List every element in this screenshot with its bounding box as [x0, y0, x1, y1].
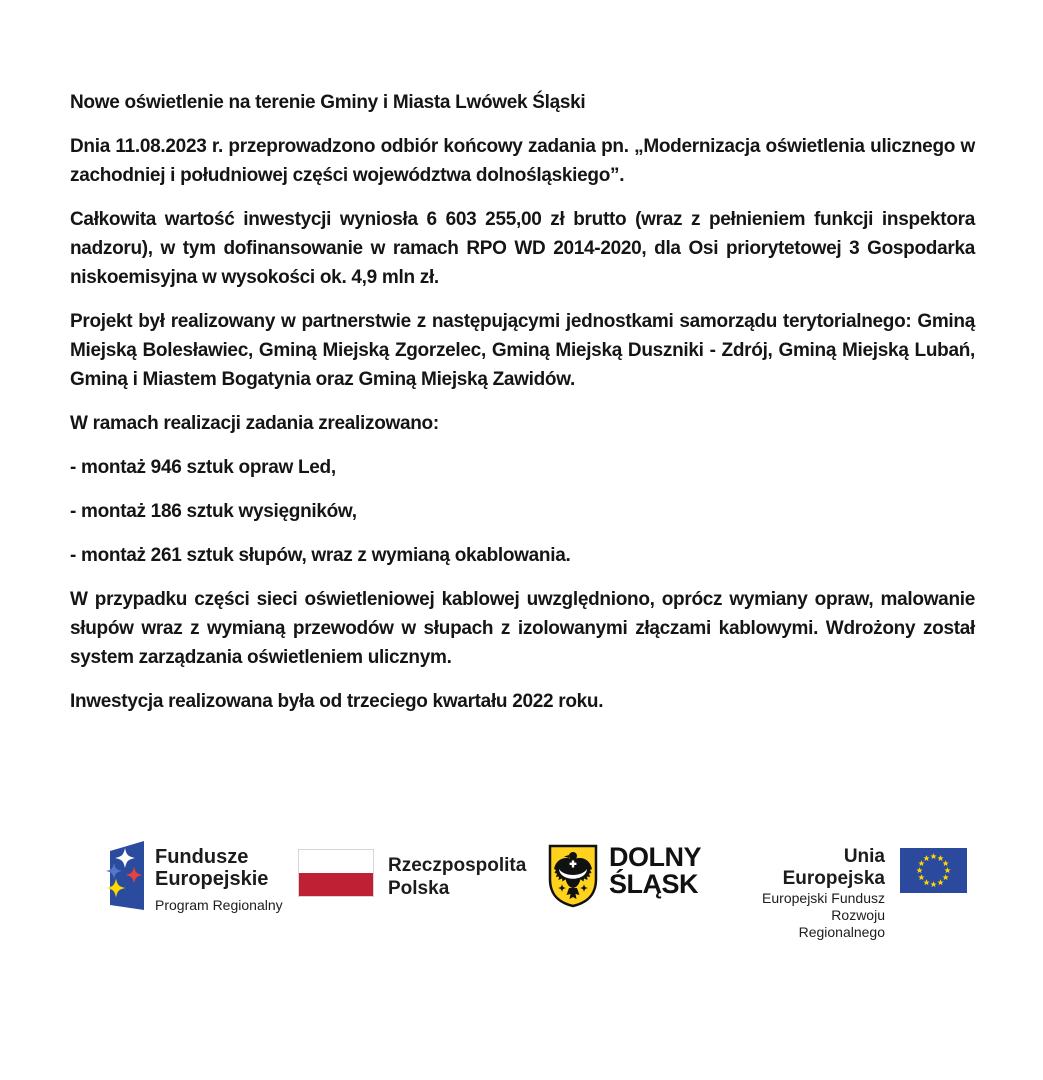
bullet-item: - montaż 186 sztuk wysięgników,	[70, 501, 357, 522]
dolny-slask-logo	[547, 843, 701, 909]
dolny-slask-crest-icon	[547, 843, 599, 909]
document-title: Nowe oświetlenie na terenie Gminy i Miasta Lwówek Śląski	[70, 92, 586, 113]
unia-europejska-logo	[742, 846, 967, 941]
unia-label-line2: Europejski Fundusz	[762, 890, 885, 906]
dolnyslask-label-line1: DOLNY	[609, 842, 701, 872]
fundusze-label-line1: Fundusze	[155, 846, 249, 868]
polska-label-line1: Rzeczpospolita	[388, 855, 527, 876]
fundusze-label-line2: Europejskie	[155, 868, 269, 890]
paragraph: W przypadku części sieci oświetleniowej kablowej uwzględniono, oprócz wymiany opraw, malowanie słupów wraz z wymianą przewodów w słupach z izolowanymi złączami kablowymi. Wdrożony został system zarządzania oświetleniem ulicznym.	[70, 589, 975, 668]
paragraph: W ramach realizacji zadania zrealizowano:	[70, 413, 439, 434]
unia-label-line3: Rozwoju Regionalnego	[798, 907, 885, 940]
fundusze-europejskie-flag-icon	[98, 838, 146, 914]
paragraph: Projekt był realizowany w partnerstwie z następującymi jednostkami samorządu terytorialnego: Gminą Miejską Bolesławiec, Gminą Miejską Zgorzelec, Gminą Miejską Duszniki - Zdrój, Gminą Miejską Lubań, Gminą i Miastem Bogatynia oraz Gminą Miejską Zawidów.	[70, 311, 975, 390]
paragraph: Całkowita wartość inwestycji wyniosła 6 603 255,00 zł brutto (wraz z pełnieniem funkcji inspektora nadzoru), w tym dofinansowanie w ramach RPO WD 2014-2020, dla Osi priorytetowej 3 Gospodarka niskoemisyjna w wysokości ok. 4,9 mln zł.	[70, 209, 975, 288]
bullet-item: - montaż 946 sztuk opraw Led,	[70, 457, 336, 478]
eu-flag-icon	[900, 848, 967, 893]
dolnyslask-label-line2: ŚLĄSK	[609, 869, 699, 899]
polska-label-line2: Polska	[388, 878, 450, 899]
unia-label-line1: Unia Europejska	[782, 846, 885, 889]
bullet-item: - montaż 261 sztuk słupów, wraz z wymianą okablowania.	[70, 545, 571, 566]
fundusze-label-line3: Program Regionalny	[155, 897, 283, 913]
document-body	[70, 88, 975, 716]
paragraph: Inwestycja realizowana była od trzeciego kwartału 2022 roku.	[70, 691, 604, 712]
fundusze-europejskie-logo	[98, 838, 283, 914]
poland-flag-icon	[298, 849, 374, 897]
paragraph: Dnia 11.08.2023 r. przeprowadzono odbiór końcowy zadania pn. „Modernizacja oświetlenia ulicznego w zachodniej i południowej części województwa dolnośląskiego”.	[70, 136, 975, 186]
rzeczpospolita-polska-logo	[298, 849, 526, 900]
